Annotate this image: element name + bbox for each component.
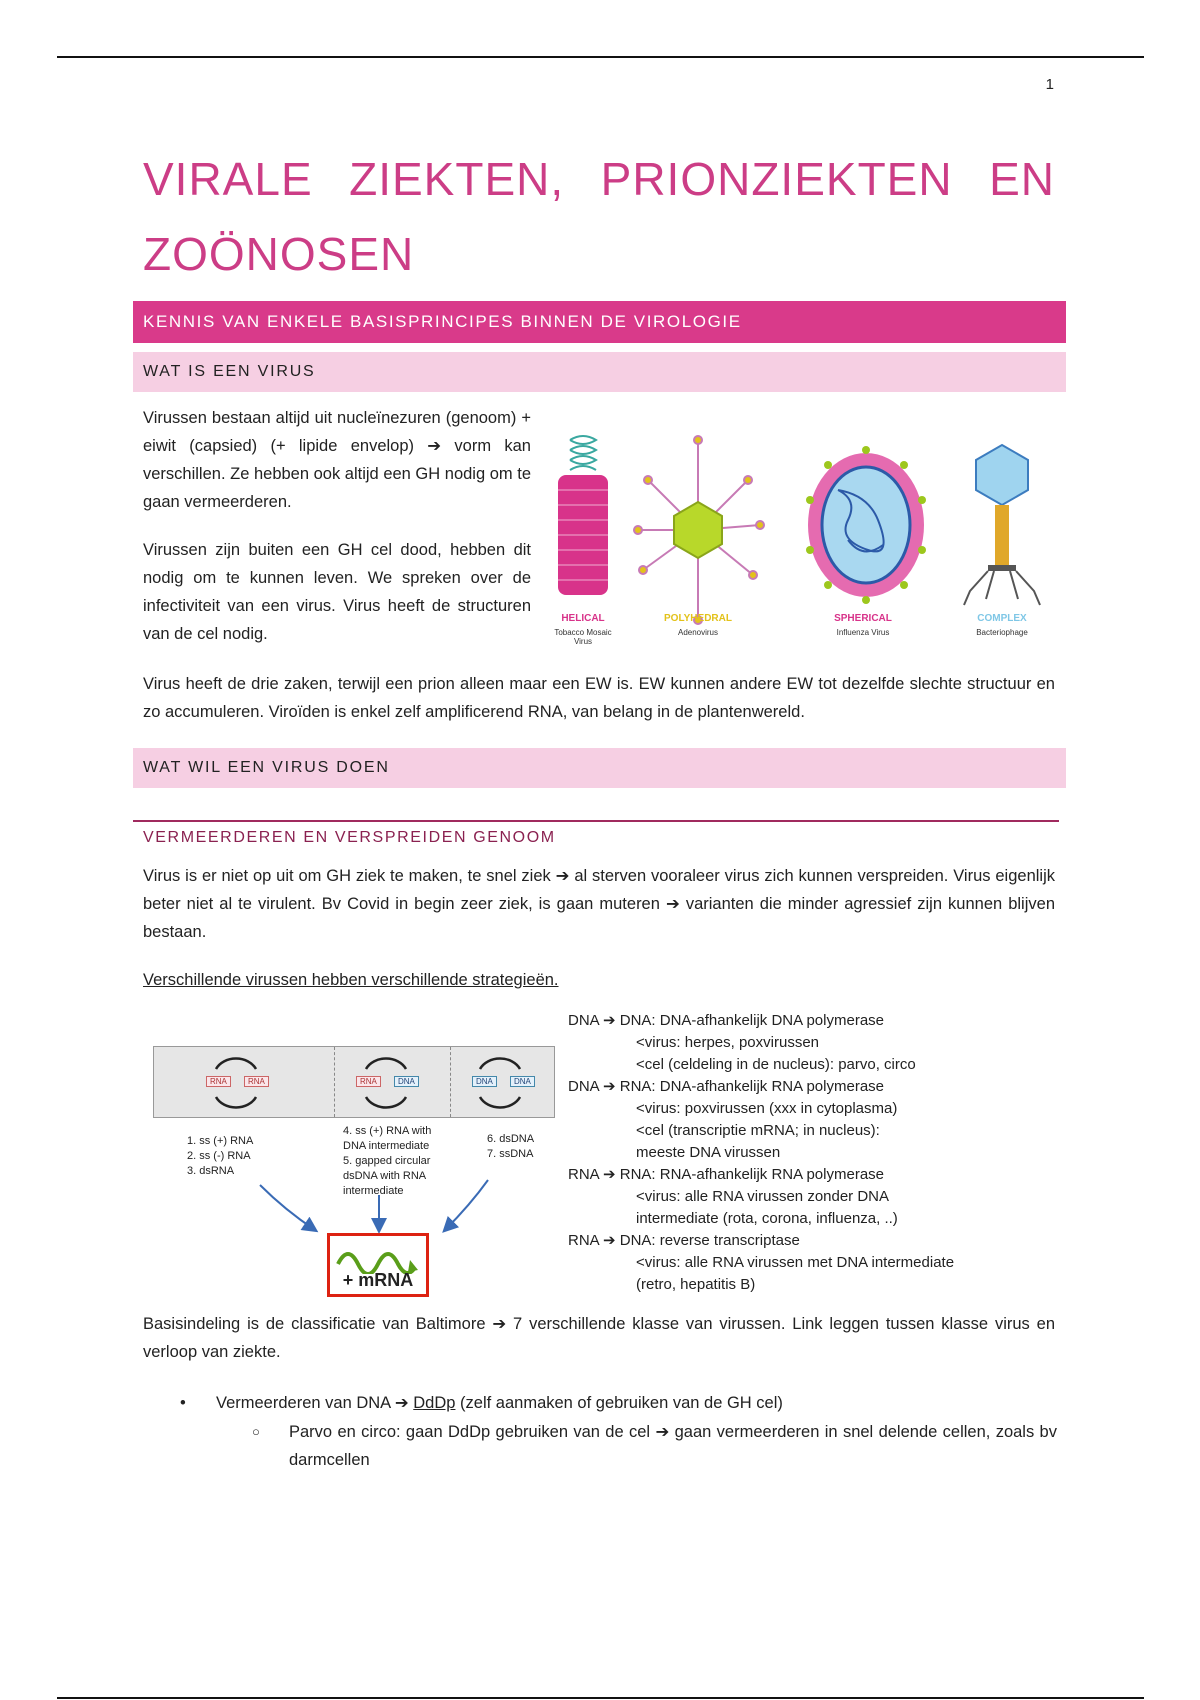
replication-detail: <virus: poxvirussen (xxx in cytoplasma): [636, 1100, 898, 1117]
replication-detail: (retro, hepatitis B): [636, 1276, 756, 1293]
bacteriophage-icon: [964, 445, 1040, 605]
baltimore-diagram-box: [153, 1046, 555, 1118]
virus-type-sub: Tobacco Mosaic Virus: [554, 628, 612, 646]
heading-vermeerderen: VERMEERDEREN EN VERSPREIDEN GENOOM: [143, 829, 556, 846]
bullet-text: [216, 1389, 783, 1417]
virus-type-label: HELICAL: [561, 613, 605, 624]
para-1: Virussen bestaan altijd uit nucleïnezuren (genoom) + eiwit (capsied) (+ lipide envelop) ➔ vorm kan verschillen. Ze hebben ook altijd een GH nodig om te gaan vermeerderen.: [143, 409, 531, 511]
replication-item: [568, 1230, 1038, 1296]
title-word: ZIEKTEN,: [349, 153, 565, 205]
replication-detail: <virus: alle RNA virussen met DNA intermediate: [636, 1254, 955, 1271]
mrna-label: + mRNA: [342, 1270, 414, 1290]
replication-detail: <virus: herpes, poxvirussen: [636, 1034, 820, 1051]
paragraph-prion: Virus heeft de drie zaken, terwijl een prion alleen maar een EW is. EW kunnen andere EW tot dezelfde slechte structuur en zo accumuleren. Viroïden is enkel zelf amplificerend RNA, van belang in de plantenwereld.: [143, 675, 1055, 721]
page-title: [143, 142, 1055, 292]
dna-tag: DNA: [472, 1076, 497, 1087]
sub-bullet-text: Parvo en circo: gaan DdDp gebruiken van de cel ➔ gaan vermeerderen in snel delende cellen, zoals bv darmcellen: [289, 1423, 1057, 1469]
virus-type-sub: Bacteriophage: [976, 628, 1028, 637]
replication-item: [568, 1076, 1038, 1164]
virus-morphology-figure: [548, 410, 1058, 660]
replication-detail: <virus: alle RNA virussen zonder DNA: [636, 1188, 890, 1205]
title-line-2: ZOÖNOSEN: [143, 228, 415, 280]
dna-tag: DNA: [394, 1076, 419, 1087]
group-line: 7. ssDNA: [487, 1148, 534, 1160]
virus-type-label: POLYHEDRAL: [664, 613, 732, 624]
replication-head: RNA ➔ DNA: reverse transcriptase: [568, 1232, 800, 1249]
para-2: Virussen zijn buiten een GH cel dood, hebben dit nodig om te kunnen leven. We spreken over de infectiviteit van een virus. Virus heeft de structuren van de cel nodig.: [143, 541, 531, 643]
virus-type-sub: Influenza Virus: [836, 628, 890, 637]
title-word: PRIONZIEKTEN: [600, 153, 953, 205]
replication-head: RNA ➔ RNA: RNA-afhankelijk RNA polymerase: [568, 1166, 885, 1183]
heading-rule: [133, 820, 1059, 822]
bullet-dot-icon: •: [180, 1394, 186, 1412]
title-word: EN: [989, 153, 1055, 205]
replication-detail: <cel (celdeling in de nucleus): parvo, circo: [636, 1056, 916, 1073]
replication-item: [568, 1164, 1038, 1230]
group-line: 6. dsDNA: [487, 1133, 535, 1145]
baltimore-group-3: [487, 1132, 534, 1162]
rna-tag: RNA: [206, 1076, 231, 1087]
replication-item: [568, 1010, 1038, 1076]
paragraph-virus-composition: [143, 404, 531, 668]
replication-detail: meeste DNA virussen: [636, 1144, 781, 1161]
helical-virus-icon: [558, 436, 608, 595]
virus-type-label: SPHERICAL: [834, 613, 892, 624]
virus-type-sub: Adenovirus: [677, 628, 719, 637]
group-line: 3. dsRNA: [187, 1165, 235, 1177]
dddp-link[interactable]: DdDp: [413, 1394, 456, 1412]
mrna-box: [327, 1233, 429, 1297]
paragraph-virulence: Virus is er niet op uit om GH ziek te maken, te snel ziek ➔ al sterven vooraleer virus zich kunnen verspreiden. Virus eigenlijk beter niet al te virulent. Bv Covid in begin zeer ziek, is gaan muteren ➔ varianten die minder agressief zijn kunnen blijven bestaan.: [143, 867, 1055, 941]
spherical-virus-icon: [806, 446, 926, 604]
replication-head: DNA ➔ DNA: DNA-afhankelijk DNA polymerase: [568, 1012, 885, 1029]
section-heading: KENNIS VAN ENKELE BASISPRINCIPES BINNEN DE VIROLOGIE: [133, 301, 1066, 343]
strategies-line: Verschillende virussen hebben verschillende strategieën.: [143, 971, 559, 989]
group-line: intermediate: [343, 1185, 404, 1197]
bottom-rule: [57, 1697, 1144, 1699]
rna-tag: RNA: [356, 1076, 381, 1087]
group-line: dsDNA with RNA: [343, 1170, 427, 1182]
subsection-heading-wat-wil: WAT WIL EEN VIRUS DOEN: [133, 748, 1066, 788]
mrna-wave-icon: [330, 1240, 426, 1274]
replication-list: [568, 1010, 1038, 1296]
paragraph-baltimore: Basisindeling is de classificatie van Baltimore ➔ 7 verschillende klasse van virussen. Link leggen tussen klasse virus en verloop van ziekte.: [143, 1315, 1055, 1361]
circle-bullet-icon: ○: [252, 1424, 260, 1439]
group-line: 5. gapped circular: [343, 1155, 431, 1167]
top-rule: [57, 56, 1144, 58]
bullet-text-pre: Vermeerderen van DNA ➔: [216, 1394, 414, 1412]
subsection-heading-wat-is: WAT IS EEN VIRUS: [133, 352, 1066, 392]
group-line: DNA intermediate: [343, 1140, 430, 1152]
group-line: 1. ss (+) RNA: [187, 1135, 254, 1147]
replication-head: DNA ➔ RNA: DNA-afhankelijk RNA polymerase: [568, 1078, 885, 1095]
dna-tag: DNA: [510, 1076, 535, 1087]
baltimore-group-1: [187, 1134, 253, 1179]
group-line: 2. ss (-) RNA: [187, 1150, 251, 1162]
rna-tag: RNA: [244, 1076, 269, 1087]
group-line: 4. ss (+) RNA with: [343, 1125, 432, 1137]
bullet-text-post: (zelf aanmaken of gebruiken van de GH cel): [455, 1394, 783, 1412]
title-word: VIRALE: [143, 153, 313, 205]
replication-detail: <cel (transcriptie mRNA; in nucleus):: [636, 1122, 880, 1139]
replication-detail: intermediate (rota, corona, influenza, ..): [636, 1210, 898, 1227]
page-number: 1: [1045, 76, 1054, 93]
polyhedral-virus-icon: [634, 436, 764, 624]
virus-type-label: COMPLEX: [977, 613, 1027, 624]
